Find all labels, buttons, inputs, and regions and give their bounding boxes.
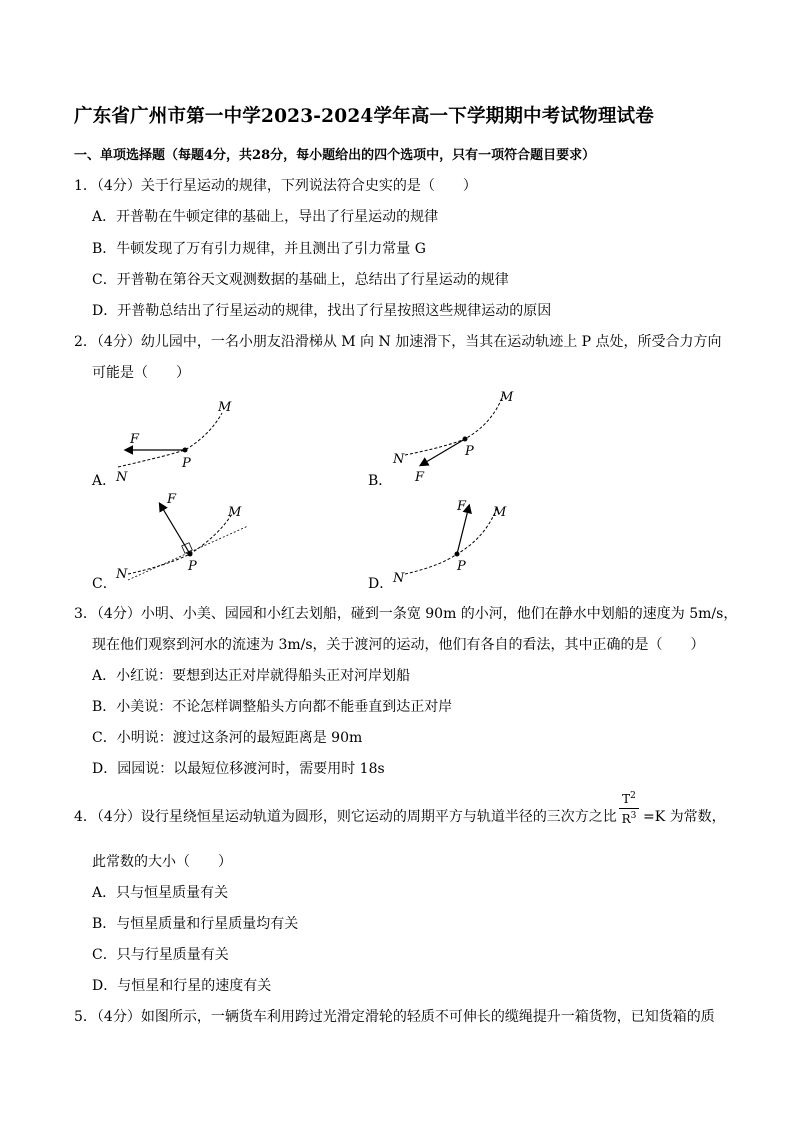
q2-diagram-c [110,488,260,592]
fraction-denominator: R [621,812,631,826]
point-m-label: M [228,505,242,520]
q2-diagram-a [110,395,260,494]
q1-option-a: A．开普勒在牛顿定律的基础上，导出了行星运动的规律 [92,209,439,225]
q3-stem: 3．（4分）小明、小美、园园和小红去划船，碰到一条宽 90m 的小河，他们在静水中划船的速度为 5m/s， [74,606,738,622]
page-title: 广东省广州市第一中学2023-2024学年高一下学期期中考试物理试卷 [74,106,654,127]
q3-option-d: D．园园说：以最短位移渡河时，需要用时 18s [92,761,385,777]
q1-option-c: C．开普勒在第谷天文观测数据的基础上，总结出了行星运动的规律 [92,272,509,288]
point-n-label: N [116,567,128,582]
q2-stem: 2．（4分）幼儿园中，一名小朋友沿滑梯从 M 向 N 加速滑下，当其在运动轨迹上 P 点处，所受合力方向 [74,334,722,350]
fraction-numerator: T [622,792,631,806]
point-m-label: M [500,390,514,405]
point-p-label: P [182,456,191,471]
q3-option-b: B．小美说：不论怎样调整船头方向都不能垂直到达正对岸 [92,699,453,715]
q5-stem: 5．（4分）如图所示，一辆货车利用跨过光滑定滑轮的轻质不可伸长的缆绳提升一箱货物，已知货箱的质 [74,1009,715,1025]
q3-option-c: C．小明说：渡过这条河的最短距离是 90m [92,730,363,746]
q1-option-d: D．开普勒总结出了行星运动的规律，找出了行星按照这些规律运动的原因 [92,303,552,319]
section-heading: 一、单项选择题（每题4分，共28分，每小题给出的四个选项中，只有一项符合题目要求） [74,148,596,163]
q4-stem-continued: 此常数的大小（ ） [92,854,232,870]
q4-stem-end: =K 为常数， [643,809,726,825]
q2-option-c-label: C． [92,576,117,592]
q1-option-b: B．牛顿发现了万有引力规律，并且测出了引力常量 G [92,241,426,257]
point-n-label: N [393,571,405,586]
point-n-label: N [116,470,128,485]
q3-stem-continued: 现在他们观察到河水的流速为 3m/s，关于渡河的运动，他们有各自的看法，其中正确的是（ ） [92,637,705,653]
force-label: F [415,470,425,485]
fraction-denominator-exponent: 3 [630,811,637,821]
point-p-label: P [457,559,466,574]
q2-diagram-d [385,488,535,592]
q2-option-a-label: A． [92,473,117,489]
fraction-numerator-exponent: 2 [630,791,636,801]
force-label: F [130,432,140,447]
q2-diagram-b [385,385,535,494]
point-p-label: P [188,559,197,574]
q2-option-d-label: D． [368,576,394,592]
q4-option-a: A．只与恒星质量有关 [92,885,229,901]
point-p-label: P [465,444,474,459]
q4-fraction [619,791,639,826]
q2-stem-continued: 可能是（ ） [92,365,190,381]
q4-option-b: B．与恒星质量和行星质量均有关 [92,916,299,932]
q4-option-d: D．与恒星和行星的速度有关 [92,978,272,994]
point-m-label: M [218,400,232,415]
q4-stem: 4．（4分）设行星绕恒星运动轨道为圆形，则它运动的周期平方与轨道半径的三次方之比 [74,809,617,825]
force-label: F [167,492,177,507]
q4-option-c: C．只与行星质量有关 [92,947,229,963]
point-m-label: M [493,505,507,520]
q2-option-b-label: B． [368,473,393,489]
force-label: F [457,499,467,514]
q3-option-a: A．小红说：要想到达正对岸就得船头正对河岸划船 [92,668,411,684]
q1-stem: 1．（4分）关于行星运动的规律，下列说法符合史实的是（ ） [74,178,477,194]
point-n-label: N [393,452,405,467]
